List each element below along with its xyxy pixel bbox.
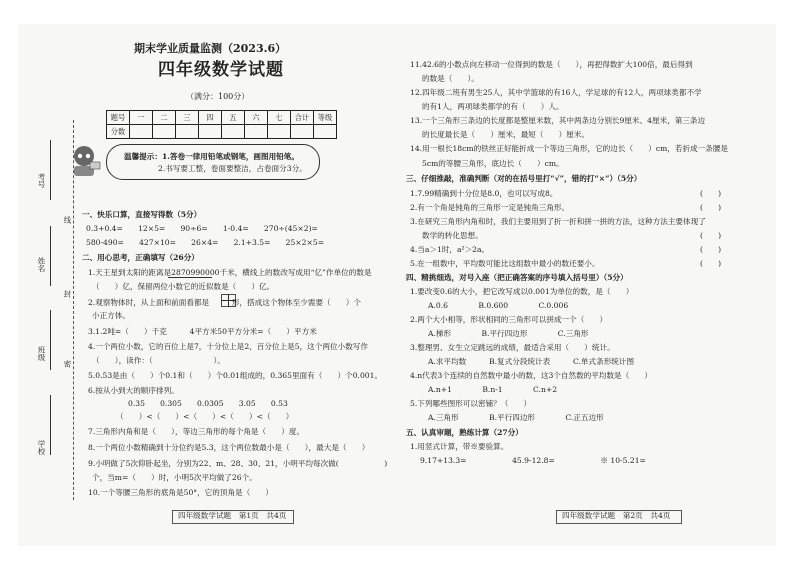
question-line: 5cm的等腰三角形，底边长（ ）cm。 [422,159,564,168]
paper-title: 四年级数学试题 [158,60,284,80]
judge-line: 4.当a＞1时，a²＞2a。 [410,245,490,254]
score-cell[interactable] [268,125,291,139]
question-line: 7.三角形内角和是（ ），等边三角形的每个角是（ ）度。 [88,427,305,436]
score-header-cell: 七 [268,111,291,125]
question-line: 6.按从小到大的顺序排列。 [88,386,179,395]
score-header-cell: 三 [176,111,199,125]
question-line: 8.一个两位小数精确到十分位约是5.3，这个两位数最小是（ ），最大是（ ） [88,443,370,452]
score-cell[interactable] [245,125,268,139]
question-line: （ ）<（ ）<（ ）<（ ）<（ ） [116,412,294,421]
judge-line: 3.在研究三角形内角和时，我们主要用到了折一折和拼一拼的方法，这种方法主要体现了 [410,217,706,226]
student-mascot-icon [64,142,104,178]
margin-line [50,395,51,455]
choice-question: 1.要改变0.6的大小，把它改写成以0.001为单位的数，是（ ） [410,287,634,296]
margin-label-name: 姓名 [37,257,46,272]
score-header-cell: 等级 [314,111,337,125]
page-footer: 四年级数学试题 第1页 共4页 [178,511,287,520]
score-header-cell: 题号 [107,111,130,125]
calc-instruction: 1.用竖式计算，带※要验算。 [410,442,509,451]
question-line: 2.观察物体时，从上面和前面看都是 形，搭成这个物体至少需要（ ）个 [88,298,362,307]
answer-paren[interactable]: ( ) [700,189,722,198]
choice-question: 5.下列哪些图形可以密铺？（ ） [410,399,532,408]
section-3-heading: 三、仔细推敲，准确判断（对的在括号里打“√”，错的打“×”）（5分） [406,174,642,183]
score-header-cell: 六 [245,111,268,125]
margin-label-seal: 封 [63,290,72,298]
cube-view-icon [221,294,237,308]
judge-line: 2.有一个角是钝角的三角形一定是钝角三角形。 [410,203,570,212]
question-line: （ ）亿，保留两位小数它的近似数是（ ）亿。 [92,282,275,291]
score-cell[interactable] [222,125,245,139]
judge-line: 1.7.99精确到十分位是8.0，也可以写成8。 [410,189,558,198]
score-cell[interactable] [199,125,222,139]
answer-paren[interactable]: ( ) [700,245,722,254]
section-2-heading: 二、用心思考，正确填写（26分） [82,253,199,262]
margin-label-class: 班级 [37,346,46,361]
score-table [106,110,337,139]
score-header-cell: 二 [153,111,176,125]
underline-mark [168,277,212,278]
score-row-label: 分数 [107,125,130,139]
question-line: 的数是（ ）。 [422,74,479,83]
question-line: 个，当m=（ ）时，小明5次平均做了26个。 [92,473,257,482]
question-line: 的有1人，两项球类都学的有（ ）人。 [422,102,564,111]
answer-paren[interactable]: ( ) [700,231,722,240]
calc-problems: 9.17+13.3= 45.9-12.8= ※ 10-5.21= [420,456,646,465]
question-line: 3.1.2吨=（ ）千克 4平方米50平方分米=（ ）平方米 [88,327,317,336]
section-4-heading: 四、精挑细选，对号入座（把正确答案的序号填入括号里）（5分） [406,273,628,282]
question-line: 580-490= 427×10= 26×4= 2.1+3.5= 25×2×5= [86,238,325,247]
question-line: 4.一个两位小数，它的百位上是7，十分位上是2，百分位上是5，这个两位小数写作 [88,342,368,351]
tips-line-1: 温馨提示：1.答卷一律用铅笔或钢笔，画图用铅笔。 [124,152,299,161]
question-line: 11.42.6的小数点向左移动一位得到的数是（ ），再把得数扩大100倍，最后得到 [410,60,693,69]
margin-label-secret: 密 [63,360,72,368]
score-header-cell: 合计 [291,111,314,125]
question-line: 0.35 0.305 0.0305 3.05 0.53 [128,399,288,408]
score-header-cell: 五 [222,111,245,125]
question-line: 12.四年级二班有男生25人，其中学篮球的有16人，学足球的有12人，两项球类都不学 [410,88,702,97]
margin-line [50,226,51,286]
judge-line: 数学的转化思想。 [422,231,483,240]
margin-label-exam-number: 考号 [37,173,46,188]
question-line: 小正方体。 [92,311,130,320]
exam-title: 期末学业质量监测（2023.6） [134,42,287,55]
choice-question: 4.n代表3个连续的自然数中最小的数，这3个自然数的平均数是（ ） [410,371,653,380]
margin-label-school: 学校 [37,440,46,455]
choice-options: A.n+1 B.n-1 C.n+2 [428,385,558,394]
margin-label-line: 线 [63,216,72,224]
choice-options: A.求平均数 B.复式分段统计表 C.单式条形统计图 [428,357,635,366]
answer-paren[interactable]: ( ) [700,259,722,268]
section-5-heading: 五、认真审题，熟练计算（27分） [406,428,523,437]
score-cell[interactable] [291,125,314,139]
judge-line: 5.在一组数中，平均数可能比这组数中最小的数还要小。 [410,259,600,268]
margin-line [50,310,51,370]
score-cell[interactable] [314,125,337,139]
tips-box [106,144,320,180]
page-footer: 四年级数学试题 第2页 共4页 [562,511,671,520]
question-line: 13.一个三角形三条边的长度都是整厘米数，其中两条边分别长9厘米、4厘米，第三条边 [410,116,706,125]
question-line: 0.3+0.4= 12×5= 90÷6= 1-0.4= 270÷(45×2)= [86,224,318,233]
margin-line [50,140,51,200]
question-line: 的长度最长是（ ）厘米，最短（ ）厘米。 [422,130,590,139]
question-line: 9.小明做了5次仰卧起坐，分别为22、m、28、30、21，小明平均每次做( ) [88,459,388,468]
section-1-heading: 一、快乐口算，直接写得数（5分） [82,210,202,219]
question-line: （ ），读作：（ ）。 [92,356,225,365]
score-cell[interactable] [176,125,199,139]
tips-line-2: 2.书写要工整，卷面要整洁，占卷面分3分。 [158,164,307,173]
question-line: 1.天王星到太阳的距离是2870990000千米，横线上的数改写成用“亿”作单位的数是 [88,268,372,277]
answer-paren[interactable]: ( ) [700,203,722,212]
full-score: （满分：100分） [186,92,250,101]
question-line: 5.0.53是由（ ）个0.1和（ ）个0.01组成的，0.365里面有（ ）个0.001。 [88,371,383,380]
question-line: 14.用一根长18cm的铁丝正好能折成一个等边三角形，它的边长（ ）cm，若折成一条腰是 [410,144,729,153]
choice-options: A.梯形 B.平行四边形 C.三角形 [428,329,589,338]
choice-question: 3.整理男、女生立定跳远的成绩，最适合采用（ ）统计。 [410,343,615,352]
score-cell[interactable] [153,125,176,139]
choice-options: A.0.6 B.0.600 C.0.006 [428,301,569,310]
question-line: 10.一个等腰三角形的底角是50°，它的顶角是（ ） [88,488,274,497]
choice-question: 2.两个大小相等，形状相同的三角形可以拼成一个（ ） [410,315,608,324]
score-cell[interactable] [130,125,153,139]
score-header-cell: 一 [130,111,153,125]
score-header-cell: 四 [199,111,222,125]
choice-options: A.三角形 B.平行四边形 C.正五边形 [428,413,604,422]
